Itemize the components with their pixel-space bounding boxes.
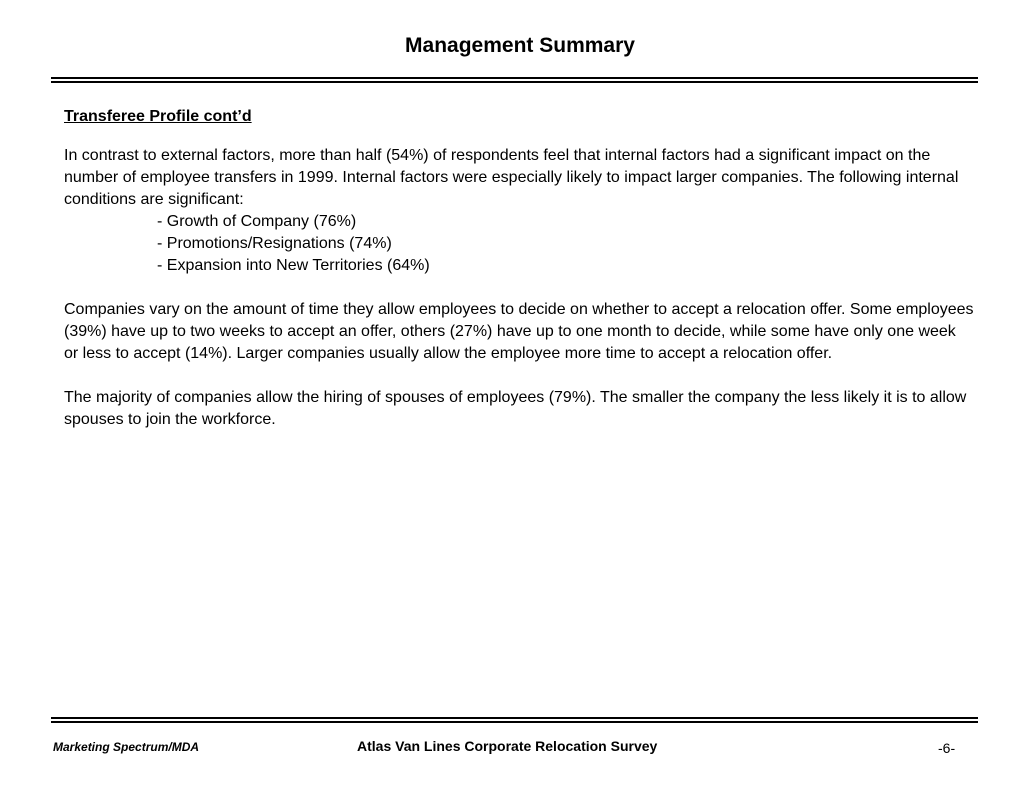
internal-conditions-list bbox=[64, 211, 974, 277]
paragraph-internal-factors: In contrast to external factors, more than half (54%) of respondents feel that internal factors had a significant impact on the number of employee transfers in 1999. Internal factors were especially likely to impact larger companies. The following internal conditions are significant: bbox=[64, 147, 959, 208]
page-title: Management Summary bbox=[405, 34, 635, 57]
section-heading: Transferee Profile cont’d bbox=[64, 108, 252, 125]
spacer bbox=[64, 277, 974, 299]
footer-survey-title: Atlas Van Lines Corporate Relocation Survey bbox=[357, 738, 658, 754]
paragraph-decision-time: Companies vary on the amount of time they allow employees to decide on whether to accept a relocation offer. Some employees (39%) have up to two weeks to accept an offer, others (27%) have up to one month to decide, while some have only one week or less to accept (14%). Larger companies usually allow the employee more time to accept a relocation offer. bbox=[64, 301, 974, 362]
paragraph-spouse-hiring: The majority of companies allow the hiring of spouses of employees (79%). The smaller the company the less likely it is to allow spouses to join the workforce. bbox=[64, 389, 967, 428]
list-item: - Expansion into New Territories (64%) bbox=[157, 257, 430, 274]
footer-company: Marketing Spectrum/MDA bbox=[53, 740, 200, 754]
main-content bbox=[64, 107, 974, 431]
header-divider bbox=[51, 77, 978, 83]
spacer bbox=[64, 365, 974, 387]
page-number: -6- bbox=[938, 740, 956, 756]
footer-divider bbox=[51, 717, 978, 723]
list-item: - Promotions/Resignations (74%) bbox=[157, 235, 392, 252]
list-item: - Growth of Company (76%) bbox=[157, 213, 357, 230]
